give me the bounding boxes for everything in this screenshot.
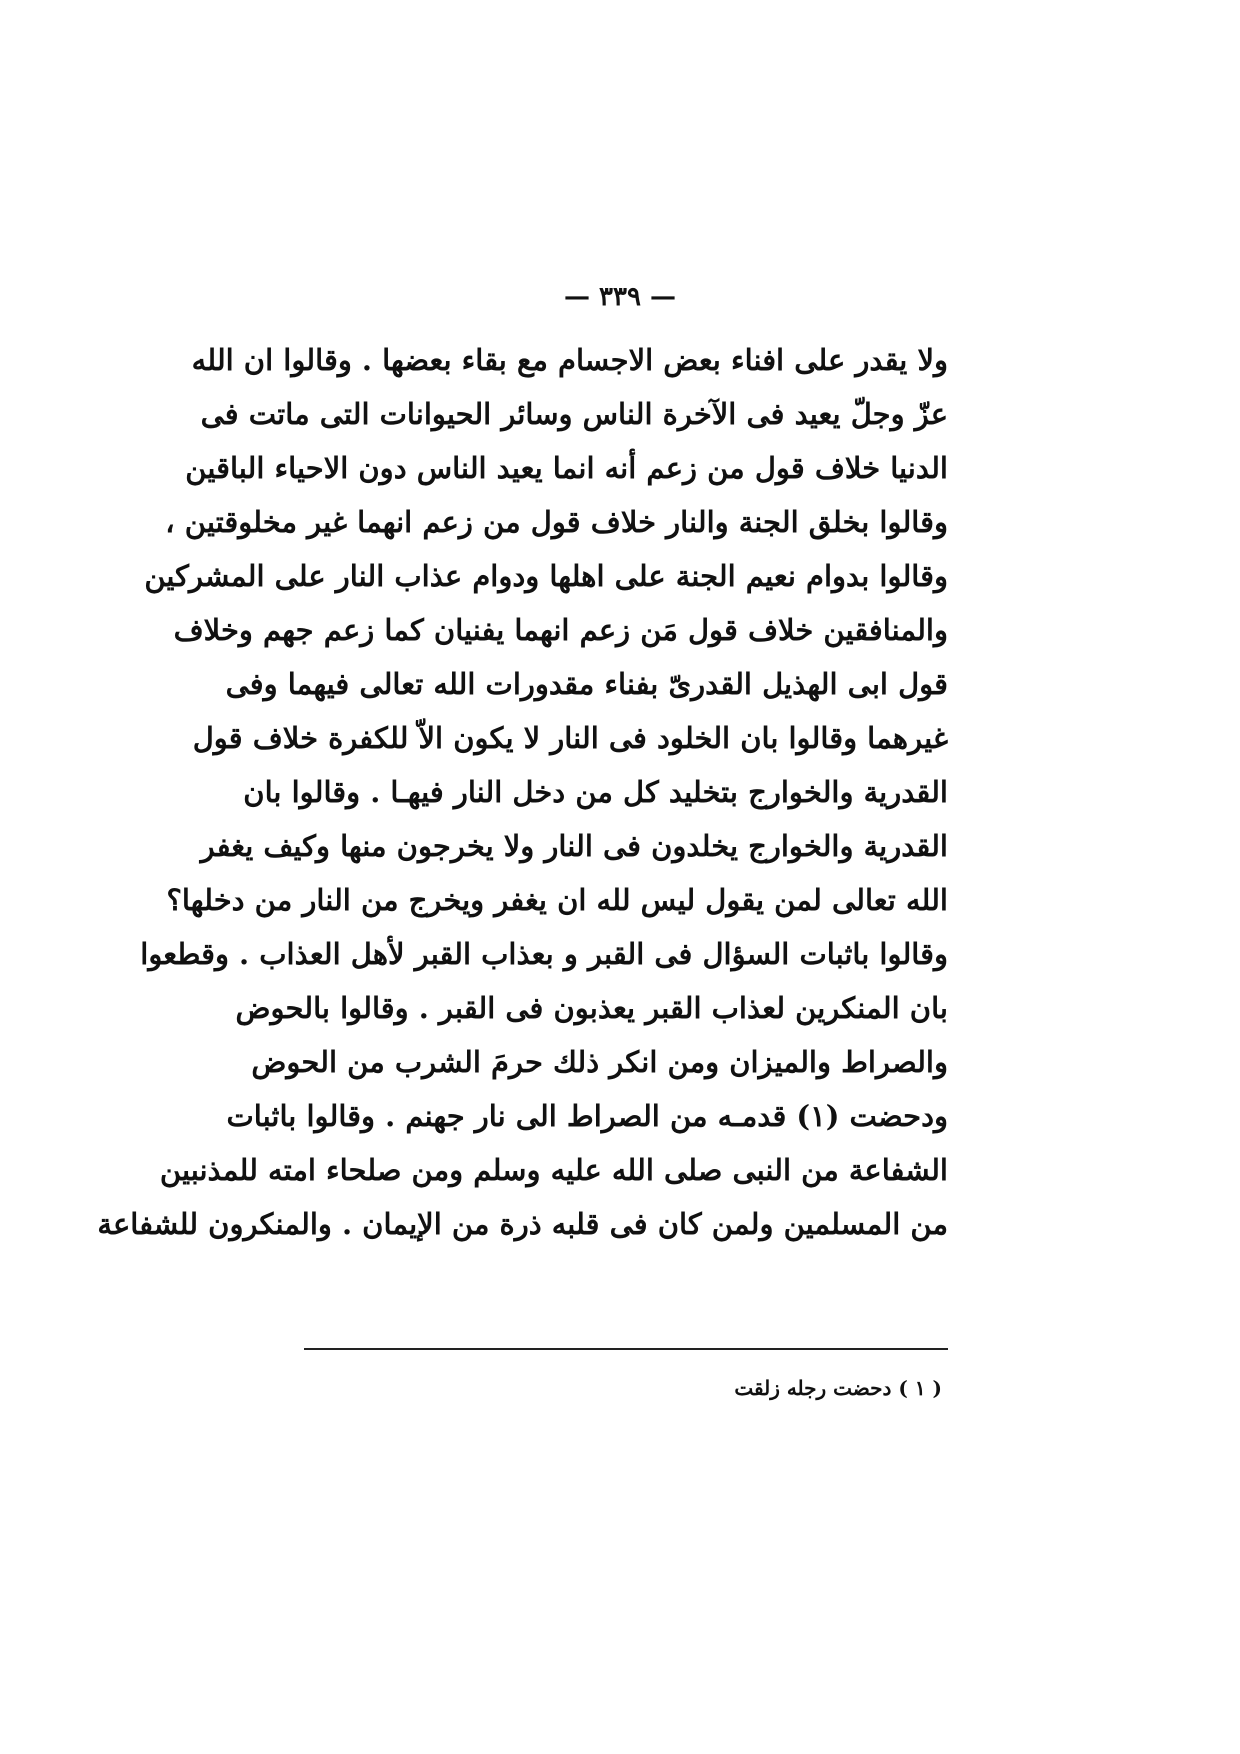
text-line: والمنافقين خلاف قول مَن زعم انهما يفنيان كما زعم جهم وخلاف [173, 613, 948, 647]
text-line: وقالوا بخلق الجنة والنار خلاف قول من زعم انهما غير مخلوقتين ، [165, 505, 948, 539]
text-line: الله تعالى لمن يقول ليس لله ان يغفر ويخرج من النار من دخلها؟ [166, 883, 948, 917]
page-number: — ٣٣٩ — [563, 282, 677, 312]
text-line: ولا يقدر على افناء بعض الاجسام مع بقاء بعضها . وقالوا ان الله [191, 343, 948, 377]
footnote-divider [304, 1348, 948, 1350]
text-line: القدرية والخوارج يخلدون فى النار ولا يخرجون منها وكيف يغفر [200, 829, 948, 863]
main-text [97, 333, 948, 1251]
text-line: القدرية والخوارج بتخليد كل من دخل النار فيهـا . وقالوا بان [243, 775, 948, 809]
text-line: والصراط والميزان ومن انكر ذلك حرمَ الشرب من الحوض [251, 1045, 948, 1079]
text-line: غيرهما وقالوا بان الخلود فى النار لا يكون الاّ للكفرة خلاف قول [192, 721, 948, 755]
text-line: ودحضت (١) قدمـه من الصراط الى نار جهنم . وقالوا باثبات [226, 1099, 948, 1133]
text-line: قول ابى الهذيل القدرىّ بفناء مقدورات الله تعالى فيهما وفى [225, 667, 948, 701]
text-line: وقالوا باثبات السؤال فى القبر و بعذاب القبر لأهل العذاب . وقطعوا [140, 937, 948, 971]
text-line: الدنيا خلاف قول من زعم أنه انما يعيد الناس دون الاحياء الباقين [185, 451, 948, 485]
text-line: الشفاعة من النبى صلى الله عليه وسلم ومن صلحاء امته للمذنبين [159, 1153, 948, 1187]
text-line: بان المنكرين لعذاب القبر يعذبون فى القبر . وقالوا بالحوض [235, 991, 948, 1025]
footnote: ( ١ ) دحضت رجله زلقت [734, 1376, 942, 1400]
text-line: عزّ وجلّ يعيد فى الآخرة الناس وسائر الحيوانات التى ماتت فى [200, 397, 948, 431]
text-line: وقالوا بدوام نعيم الجنة على اهلها ودوام عذاب النار على المشركين [144, 559, 948, 593]
text-line: من المسلمين ولمن كان فى قلبه ذرة من الإيمان . والمنكرون للشفاعة [97, 1207, 948, 1241]
